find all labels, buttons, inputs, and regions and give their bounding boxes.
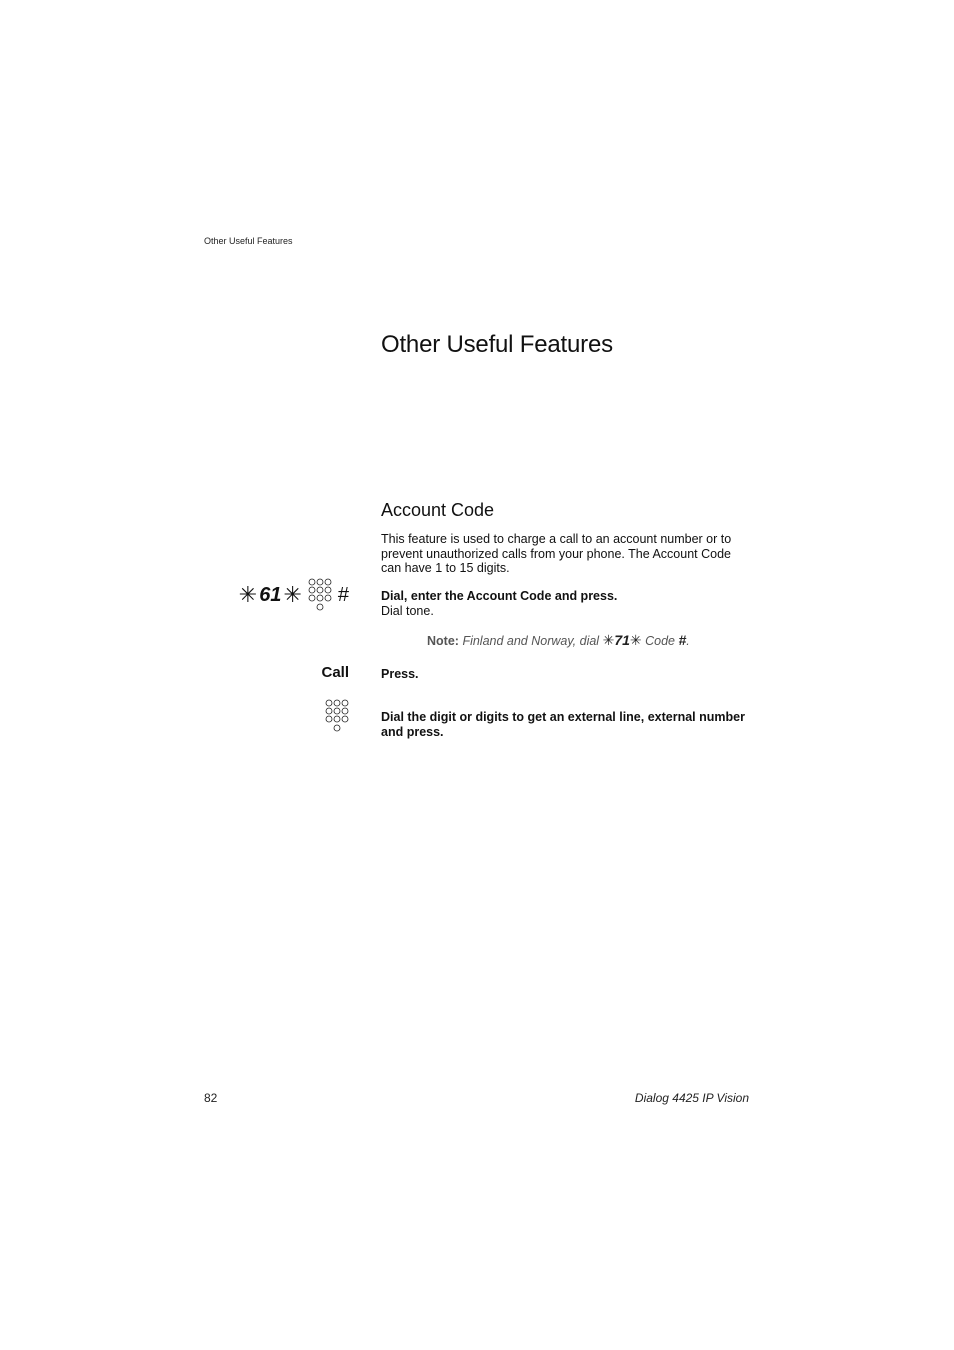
note-hash-icon: # [678,632,687,648]
star-key-icon: ✳ [238,582,258,607]
note-code-digits: 71 [614,632,630,648]
star-key-icon: ✳ [283,582,302,607]
step-result: Dial tone. [381,604,434,618]
note-text: Finland and Norway, dial [462,634,600,648]
note-after: Code [645,634,675,648]
step-press: Press. [381,667,419,681]
keypad-icon [325,699,349,733]
hash-key-icon: # [337,584,349,606]
note-label: Note: [427,634,459,648]
note [427,632,690,649]
step-dial-account-code [381,589,617,619]
keypad-icon [308,578,332,612]
running-header: Other Useful Features [204,236,293,246]
step-dial-external: Dial the digit or digits to get an external line, external number and press. [381,710,745,739]
note-star-icon: ✳ [602,632,615,648]
section-title: Account Code [381,500,495,520]
page-number: 82 [204,1091,218,1105]
product-name: Dialog 4425 IP Vision [634,1091,749,1105]
call-key-label: Call [321,664,349,681]
digits-label: 61 [259,584,282,606]
step-instruction: Dial, enter the Account Code and press. [381,589,618,603]
account-code-key-sequence [239,578,349,612]
section-intro: This feature is used to charge a call to an account number or to prevent unauthorized calls from your phone. The Account Code can have 1 to 15 digits. [381,532,732,575]
chapter-title: Other Useful Features [381,331,613,358]
note-star-icon: ✳ [629,632,642,648]
note-end: . [686,634,690,648]
